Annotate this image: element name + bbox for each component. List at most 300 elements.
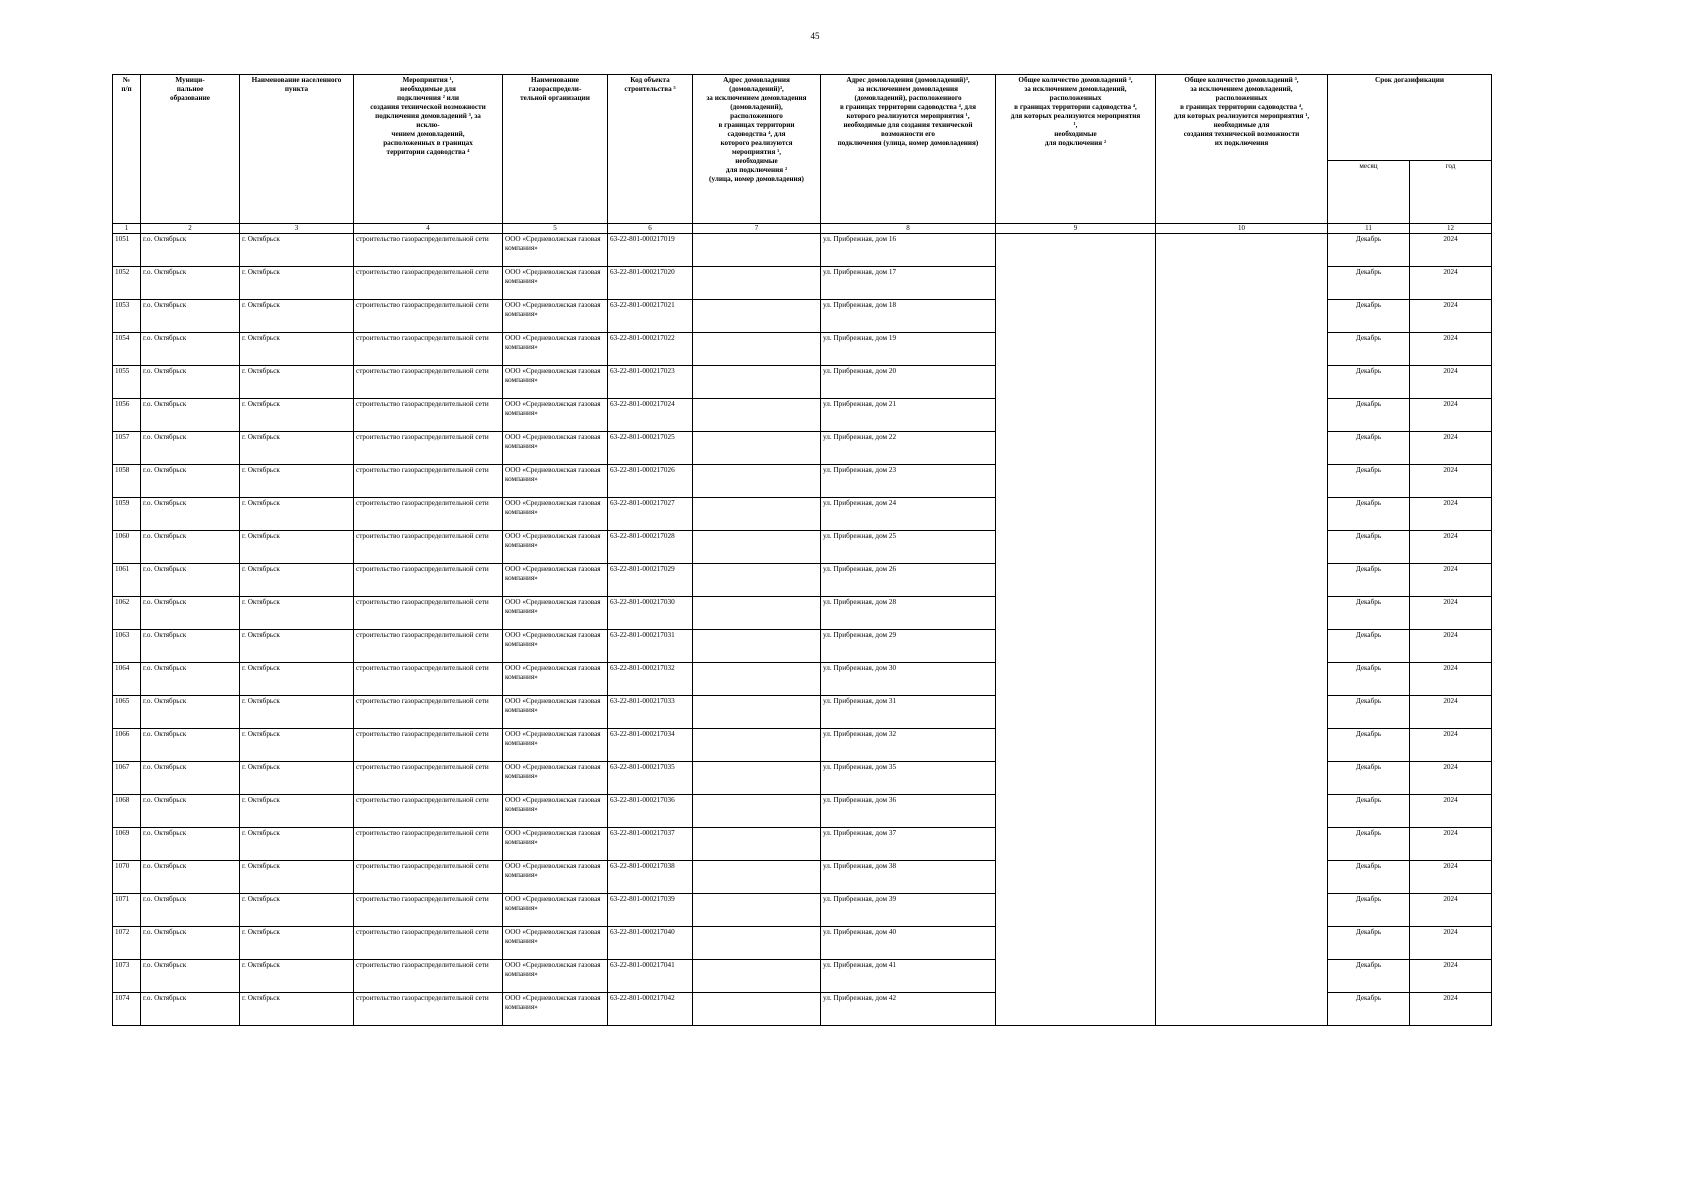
settlement-cell: г. Октябрьск xyxy=(240,894,354,927)
object-code-cell: 63-22-801-000217032 xyxy=(608,663,693,696)
column-number: 5 xyxy=(503,224,608,234)
count-technical-cell xyxy=(1156,993,1328,1026)
address-technical-cell: ул. Прибрежная, дом 26 xyxy=(821,564,996,597)
organization-cell: ООО «Средневолжская газовая компания» xyxy=(503,300,608,333)
month-cell: Декабрь xyxy=(1328,498,1410,531)
organization-cell: ООО «Средневолжская газовая компания» xyxy=(503,663,608,696)
year-cell: 2024 xyxy=(1410,597,1492,630)
month-cell: Декабрь xyxy=(1328,828,1410,861)
month-cell: Декабрь xyxy=(1328,927,1410,960)
object-code-cell: 63-22-801-000217024 xyxy=(608,399,693,432)
object-code-cell: 63-22-801-000217025 xyxy=(608,432,693,465)
address-technical-cell: ул. Прибрежная, дом 30 xyxy=(821,663,996,696)
table-row xyxy=(113,828,1492,861)
count-technical-cell xyxy=(1156,333,1328,366)
year-cell: 2024 xyxy=(1410,696,1492,729)
settlement-cell: г. Октябрьск xyxy=(240,234,354,267)
count-connection-cell xyxy=(996,861,1156,894)
column-number: 10 xyxy=(1156,224,1328,234)
municipality-cell: г.о. Октябрьск xyxy=(141,861,240,894)
organization-cell: ООО «Средневолжская газовая компания» xyxy=(503,729,608,762)
organization-cell: ООО «Средневолжская газовая компания» xyxy=(503,267,608,300)
column-number: 6 xyxy=(608,224,693,234)
organization-cell: ООО «Средневолжская газовая компания» xyxy=(503,993,608,1026)
column-number: 2 xyxy=(141,224,240,234)
count-technical-cell xyxy=(1156,663,1328,696)
event-cell: строительство газораспределительной сети xyxy=(354,333,503,366)
address-connection-cell xyxy=(693,531,821,564)
row-number: 1070 xyxy=(113,861,141,894)
address-technical-cell: ул. Прибрежная, дом 37 xyxy=(821,828,996,861)
row-number: 1051 xyxy=(113,234,141,267)
year-cell: 2024 xyxy=(1410,927,1492,960)
address-technical-cell: ул. Прибрежная, дом 18 xyxy=(821,300,996,333)
address-connection-cell xyxy=(693,927,821,960)
settlement-cell: г. Октябрьск xyxy=(240,861,354,894)
municipality-cell: г.о. Октябрьск xyxy=(141,927,240,960)
row-number: 1054 xyxy=(113,333,141,366)
count-technical-cell xyxy=(1156,927,1328,960)
object-code-cell: 63-22-801-000217031 xyxy=(608,630,693,663)
month-cell: Декабрь xyxy=(1328,564,1410,597)
header-address-technical: Адрес домовладения (домовладений)³, за исключением домовладения (домовладений), расположенного в границах территории садоводства ⁴, для которого реализуются мероприятия ¹, необходимые для создания технической возможности его подключения (улица, номер домовладения) xyxy=(821,75,996,224)
address-technical-cell: ул. Прибрежная, дом 16 xyxy=(821,234,996,267)
settlement-cell: г. Октябрьск xyxy=(240,267,354,300)
table-row xyxy=(113,861,1492,894)
event-cell: строительство газораспределительной сети xyxy=(354,399,503,432)
event-cell: строительство газораспределительной сети xyxy=(354,663,503,696)
address-connection-cell xyxy=(693,399,821,432)
count-technical-cell xyxy=(1156,267,1328,300)
address-connection-cell xyxy=(693,597,821,630)
month-cell: Декабрь xyxy=(1328,267,1410,300)
table-row xyxy=(113,993,1492,1026)
row-number: 1063 xyxy=(113,630,141,663)
month-cell: Декабрь xyxy=(1328,630,1410,663)
header-address-connection: Адрес домовладения (домовладений)³, за исключением домовладения (домовладений), расположенного в границах территории садоводства ⁴, для которого реализуются мероприятия ¹, необходимые для подключения ² (улица, номер домовладения) xyxy=(693,75,821,224)
settlement-cell: г. Октябрьск xyxy=(240,729,354,762)
count-technical-cell xyxy=(1156,234,1328,267)
event-cell: строительство газораспределительной сети xyxy=(354,729,503,762)
column-number: 12 xyxy=(1410,224,1492,234)
organization-cell: ООО «Средневолжская газовая компания» xyxy=(503,828,608,861)
row-number: 1062 xyxy=(113,597,141,630)
table-row xyxy=(113,432,1492,465)
count-technical-cell xyxy=(1156,564,1328,597)
address-connection-cell xyxy=(693,861,821,894)
address-technical-cell: ул. Прибрежная, дом 21 xyxy=(821,399,996,432)
count-technical-cell xyxy=(1156,762,1328,795)
month-cell: Декабрь xyxy=(1328,300,1410,333)
address-connection-cell xyxy=(693,333,821,366)
count-technical-cell xyxy=(1156,300,1328,333)
settlement-cell: г. Октябрьск xyxy=(240,630,354,663)
table-row xyxy=(113,894,1492,927)
table-row xyxy=(113,960,1492,993)
year-cell: 2024 xyxy=(1410,366,1492,399)
address-connection-cell xyxy=(693,234,821,267)
municipality-cell: г.о. Октябрьск xyxy=(141,432,240,465)
municipality-cell: г.о. Октябрьск xyxy=(141,300,240,333)
event-cell: строительство газораспределительной сети xyxy=(354,960,503,993)
row-number: 1056 xyxy=(113,399,141,432)
column-number: 9 xyxy=(996,224,1156,234)
event-cell: строительство газораспределительной сети xyxy=(354,696,503,729)
object-code-cell: 63-22-801-000217035 xyxy=(608,762,693,795)
settlement-cell: г. Октябрьск xyxy=(240,300,354,333)
header-object-code: Код объекта строительства ⁵ xyxy=(608,75,693,224)
header-year: год xyxy=(1410,161,1492,224)
event-cell: строительство газораспределительной сети xyxy=(354,234,503,267)
row-number: 1055 xyxy=(113,366,141,399)
object-code-cell: 63-22-801-000217020 xyxy=(608,267,693,300)
organization-cell: ООО «Средневолжская газовая компания» xyxy=(503,762,608,795)
row-number: 1066 xyxy=(113,729,141,762)
count-connection-cell xyxy=(996,894,1156,927)
table-row xyxy=(113,927,1492,960)
year-cell: 2024 xyxy=(1410,993,1492,1026)
object-code-cell: 63-22-801-000217021 xyxy=(608,300,693,333)
row-number: 1069 xyxy=(113,828,141,861)
address-connection-cell xyxy=(693,795,821,828)
municipality-cell: г.о. Октябрьск xyxy=(141,465,240,498)
count-technical-cell xyxy=(1156,498,1328,531)
year-cell: 2024 xyxy=(1410,234,1492,267)
header-events: Мероприятия ¹, необходимые для подключения ² или создания технической возможности подключения домовладений ³, за исклю- чением домовладений, расположенных в границах территории садоводства ⁴ xyxy=(354,75,503,224)
address-technical-cell: ул. Прибрежная, дом 20 xyxy=(821,366,996,399)
year-cell: 2024 xyxy=(1410,960,1492,993)
year-cell: 2024 xyxy=(1410,498,1492,531)
year-cell: 2024 xyxy=(1410,795,1492,828)
address-connection-cell xyxy=(693,993,821,1026)
table-row xyxy=(113,366,1492,399)
settlement-cell: г. Октябрьск xyxy=(240,828,354,861)
address-technical-cell: ул. Прибрежная, дом 42 xyxy=(821,993,996,1026)
count-technical-cell xyxy=(1156,894,1328,927)
table-row xyxy=(113,729,1492,762)
header-number: № п/п xyxy=(113,75,141,224)
row-number: 1061 xyxy=(113,564,141,597)
address-technical-cell: ул. Прибрежная, дом 24 xyxy=(821,498,996,531)
object-code-cell: 63-22-801-000217027 xyxy=(608,498,693,531)
gasification-table xyxy=(112,74,1492,1026)
year-cell: 2024 xyxy=(1410,894,1492,927)
count-connection-cell xyxy=(996,960,1156,993)
month-cell: Декабрь xyxy=(1328,399,1410,432)
table-body xyxy=(113,234,1492,1026)
count-connection-cell xyxy=(996,432,1156,465)
month-cell: Декабрь xyxy=(1328,696,1410,729)
municipality-cell: г.о. Октябрьск xyxy=(141,234,240,267)
count-technical-cell xyxy=(1156,861,1328,894)
table-row xyxy=(113,795,1492,828)
count-technical-cell xyxy=(1156,399,1328,432)
row-number: 1072 xyxy=(113,927,141,960)
address-technical-cell: ул. Прибрежная, дом 39 xyxy=(821,894,996,927)
municipality-cell: г.о. Октябрьск xyxy=(141,531,240,564)
year-cell: 2024 xyxy=(1410,564,1492,597)
organization-cell: ООО «Средневолжская газовая компания» xyxy=(503,498,608,531)
event-cell: строительство газораспределительной сети xyxy=(354,300,503,333)
object-code-cell: 63-22-801-000217041 xyxy=(608,960,693,993)
object-code-cell: 63-22-801-000217026 xyxy=(608,465,693,498)
event-cell: строительство газораспределительной сети xyxy=(354,366,503,399)
municipality-cell: г.о. Октябрьск xyxy=(141,366,240,399)
organization-cell: ООО «Средневолжская газовая компания» xyxy=(503,531,608,564)
organization-cell: ООО «Средневолжская газовая компания» xyxy=(503,432,608,465)
event-cell: строительство газораспределительной сети xyxy=(354,828,503,861)
row-number: 1058 xyxy=(113,465,141,498)
address-connection-cell xyxy=(693,267,821,300)
row-number: 1059 xyxy=(113,498,141,531)
organization-cell: ООО «Средневолжская газовая компания» xyxy=(503,960,608,993)
event-cell: строительство газораспределительной сети xyxy=(354,993,503,1026)
header-settlement: Наименование населенного пункта xyxy=(240,75,354,224)
settlement-cell: г. Октябрьск xyxy=(240,531,354,564)
count-technical-cell xyxy=(1156,828,1328,861)
header-gas-organization: Наименование газораспредели- тельной организации xyxy=(503,75,608,224)
month-cell: Декабрь xyxy=(1328,663,1410,696)
municipality-cell: г.о. Октябрьск xyxy=(141,795,240,828)
organization-cell: ООО «Средневолжская газовая компания» xyxy=(503,795,608,828)
event-cell: строительство газораспределительной сети xyxy=(354,432,503,465)
municipality-cell: г.о. Октябрьск xyxy=(141,630,240,663)
address-technical-cell: ул. Прибрежная, дом 17 xyxy=(821,267,996,300)
organization-cell: ООО «Средневолжская газовая компания» xyxy=(503,366,608,399)
table-row xyxy=(113,564,1492,597)
settlement-cell: г. Октябрьск xyxy=(240,498,354,531)
object-code-cell: 63-22-801-000217039 xyxy=(608,894,693,927)
count-connection-cell xyxy=(996,531,1156,564)
column-number: 11 xyxy=(1328,224,1410,234)
address-technical-cell: ул. Прибрежная, дом 32 xyxy=(821,729,996,762)
address-technical-cell: ул. Прибрежная, дом 31 xyxy=(821,696,996,729)
year-cell: 2024 xyxy=(1410,762,1492,795)
row-number: 1057 xyxy=(113,432,141,465)
table-row xyxy=(113,399,1492,432)
count-connection-cell xyxy=(996,828,1156,861)
address-technical-cell: ул. Прибрежная, дом 36 xyxy=(821,795,996,828)
address-connection-cell xyxy=(693,894,821,927)
settlement-cell: г. Октябрьск xyxy=(240,465,354,498)
address-technical-cell: ул. Прибрежная, дом 25 xyxy=(821,531,996,564)
municipality-cell: г.о. Октябрьск xyxy=(141,696,240,729)
event-cell: строительство газораспределительной сети xyxy=(354,861,503,894)
column-number: 7 xyxy=(693,224,821,234)
event-cell: строительство газораспределительной сети xyxy=(354,630,503,663)
address-connection-cell xyxy=(693,729,821,762)
year-cell: 2024 xyxy=(1410,663,1492,696)
address-connection-cell xyxy=(693,828,821,861)
settlement-cell: г. Октябрьск xyxy=(240,564,354,597)
organization-cell: ООО «Средневолжская газовая компания» xyxy=(503,234,608,267)
event-cell: строительство газораспределительной сети xyxy=(354,267,503,300)
column-number: 1 xyxy=(113,224,141,234)
municipality-cell: г.о. Октябрьск xyxy=(141,894,240,927)
count-technical-cell xyxy=(1156,597,1328,630)
object-code-cell: 63-22-801-000217034 xyxy=(608,729,693,762)
count-technical-cell xyxy=(1156,465,1328,498)
month-cell: Декабрь xyxy=(1328,597,1410,630)
organization-cell: ООО «Средневолжская газовая компания» xyxy=(503,399,608,432)
month-cell: Декабрь xyxy=(1328,333,1410,366)
address-connection-cell xyxy=(693,564,821,597)
address-connection-cell xyxy=(693,432,821,465)
address-connection-cell xyxy=(693,465,821,498)
count-connection-cell xyxy=(996,300,1156,333)
row-number: 1053 xyxy=(113,300,141,333)
settlement-cell: г. Октябрьск xyxy=(240,663,354,696)
month-cell: Декабрь xyxy=(1328,531,1410,564)
event-cell: строительство газораспределительной сети xyxy=(354,498,503,531)
month-cell: Декабрь xyxy=(1328,795,1410,828)
organization-cell: ООО «Средневолжская газовая компания» xyxy=(503,696,608,729)
address-connection-cell xyxy=(693,696,821,729)
object-code-cell: 63-22-801-000217029 xyxy=(608,564,693,597)
event-cell: строительство газораспределительной сети xyxy=(354,597,503,630)
municipality-cell: г.о. Октябрьск xyxy=(141,564,240,597)
address-connection-cell xyxy=(693,300,821,333)
table-row xyxy=(113,597,1492,630)
address-connection-cell xyxy=(693,762,821,795)
address-connection-cell xyxy=(693,663,821,696)
table-header xyxy=(113,75,1492,234)
object-code-cell: 63-22-801-000217023 xyxy=(608,366,693,399)
month-cell: Декабрь xyxy=(1328,993,1410,1026)
object-code-cell: 63-22-801-000217036 xyxy=(608,795,693,828)
address-technical-cell: ул. Прибрежная, дом 22 xyxy=(821,432,996,465)
object-code-cell: 63-22-801-000217042 xyxy=(608,993,693,1026)
object-code-cell: 63-22-801-000217037 xyxy=(608,828,693,861)
count-connection-cell xyxy=(996,597,1156,630)
count-technical-cell xyxy=(1156,366,1328,399)
object-code-cell: 63-22-801-000217040 xyxy=(608,927,693,960)
count-connection-cell xyxy=(996,795,1156,828)
settlement-cell: г. Октябрьск xyxy=(240,399,354,432)
table-row xyxy=(113,498,1492,531)
object-code-cell: 63-22-801-000217033 xyxy=(608,696,693,729)
count-technical-cell xyxy=(1156,795,1328,828)
year-cell: 2024 xyxy=(1410,828,1492,861)
organization-cell: ООО «Средневолжская газовая компания» xyxy=(503,333,608,366)
address-connection-cell xyxy=(693,498,821,531)
count-connection-cell xyxy=(996,564,1156,597)
count-technical-cell xyxy=(1156,531,1328,564)
month-cell: Декабрь xyxy=(1328,366,1410,399)
organization-cell: ООО «Средневолжская газовая компания» xyxy=(503,564,608,597)
organization-cell: ООО «Средневолжская газовая компания» xyxy=(503,894,608,927)
year-cell: 2024 xyxy=(1410,267,1492,300)
municipality-cell: г.о. Октябрьск xyxy=(141,993,240,1026)
table-row xyxy=(113,630,1492,663)
municipality-cell: г.о. Октябрьск xyxy=(141,399,240,432)
page-number: 45 xyxy=(810,31,820,41)
row-number: 1074 xyxy=(113,993,141,1026)
month-cell: Декабрь xyxy=(1328,234,1410,267)
year-cell: 2024 xyxy=(1410,300,1492,333)
month-cell: Декабрь xyxy=(1328,894,1410,927)
table-row xyxy=(113,300,1492,333)
event-cell: строительство газораспределительной сети xyxy=(354,927,503,960)
settlement-cell: г. Октябрьск xyxy=(240,993,354,1026)
header-count-connection: Общее количество домовладений ³, за исключением домовладений, расположенных в границах территории садоводства ⁴, для которых реализуются мероприятия ¹, необходимые для подключения ² xyxy=(996,75,1156,224)
count-connection-cell xyxy=(996,498,1156,531)
address-connection-cell xyxy=(693,366,821,399)
table-row xyxy=(113,663,1492,696)
header-count-technical: Общее количество домовладений ³, за исключением домовладений, расположенных в границах территории садоводства ⁴, для которых реализуются мероприятия ¹, необходимые для создания технической возможности их подключения xyxy=(1156,75,1328,224)
row-number: 1073 xyxy=(113,960,141,993)
event-cell: строительство газораспределительной сети xyxy=(354,795,503,828)
header-municipality: Муници- пальное образование xyxy=(141,75,240,224)
column-number: 8 xyxy=(821,224,996,234)
month-cell: Декабрь xyxy=(1328,432,1410,465)
table-row xyxy=(113,333,1492,366)
municipality-cell: г.о. Октябрьск xyxy=(141,498,240,531)
address-connection-cell xyxy=(693,630,821,663)
municipality-cell: г.о. Октябрьск xyxy=(141,960,240,993)
row-number: 1067 xyxy=(113,762,141,795)
month-cell: Декабрь xyxy=(1328,960,1410,993)
object-code-cell: 63-22-801-000217030 xyxy=(608,597,693,630)
address-technical-cell: ул. Прибрежная, дом 28 xyxy=(821,597,996,630)
count-connection-cell xyxy=(996,729,1156,762)
year-cell: 2024 xyxy=(1410,465,1492,498)
month-cell: Декабрь xyxy=(1328,762,1410,795)
address-technical-cell: ул. Прибрежная, дом 40 xyxy=(821,927,996,960)
organization-cell: ООО «Средневолжская газовая компания» xyxy=(503,597,608,630)
table-row xyxy=(113,465,1492,498)
organization-cell: ООО «Средневолжская газовая компания» xyxy=(503,927,608,960)
organization-cell: ООО «Средневолжская газовая компания» xyxy=(503,861,608,894)
count-connection-cell xyxy=(996,663,1156,696)
count-technical-cell xyxy=(1156,960,1328,993)
organization-cell: ООО «Средневолжская газовая компания» xyxy=(503,465,608,498)
organization-cell: ООО «Средневолжская газовая компания» xyxy=(503,630,608,663)
table-row xyxy=(113,531,1492,564)
table-row xyxy=(113,267,1492,300)
table-row xyxy=(113,234,1492,267)
municipality-cell: г.о. Октябрьск xyxy=(141,267,240,300)
column-number: 3 xyxy=(240,224,354,234)
object-code-cell: 63-22-801-000217019 xyxy=(608,234,693,267)
count-connection-cell xyxy=(996,927,1156,960)
count-connection-cell xyxy=(996,333,1156,366)
count-technical-cell xyxy=(1156,630,1328,663)
address-technical-cell: ул. Прибрежная, дом 41 xyxy=(821,960,996,993)
header-gasification-term: Срок догазификации xyxy=(1328,75,1492,161)
table-row xyxy=(113,762,1492,795)
month-cell: Декабрь xyxy=(1328,729,1410,762)
row-number: 1065 xyxy=(113,696,141,729)
count-technical-cell xyxy=(1156,729,1328,762)
count-connection-cell xyxy=(996,762,1156,795)
object-code-cell: 63-22-801-000217022 xyxy=(608,333,693,366)
settlement-cell: г. Октябрьск xyxy=(240,960,354,993)
settlement-cell: г. Октябрьск xyxy=(240,927,354,960)
count-connection-cell xyxy=(996,234,1156,267)
header-month: месяц xyxy=(1328,161,1410,224)
year-cell: 2024 xyxy=(1410,333,1492,366)
count-connection-cell xyxy=(996,993,1156,1026)
address-technical-cell: ул. Прибрежная, дом 19 xyxy=(821,333,996,366)
event-cell: строительство газораспределительной сети xyxy=(354,894,503,927)
object-code-cell: 63-22-801-000217028 xyxy=(608,531,693,564)
row-number: 1064 xyxy=(113,663,141,696)
municipality-cell: г.о. Октябрьск xyxy=(141,663,240,696)
settlement-cell: г. Октябрьск xyxy=(240,795,354,828)
row-number: 1060 xyxy=(113,531,141,564)
year-cell: 2024 xyxy=(1410,729,1492,762)
